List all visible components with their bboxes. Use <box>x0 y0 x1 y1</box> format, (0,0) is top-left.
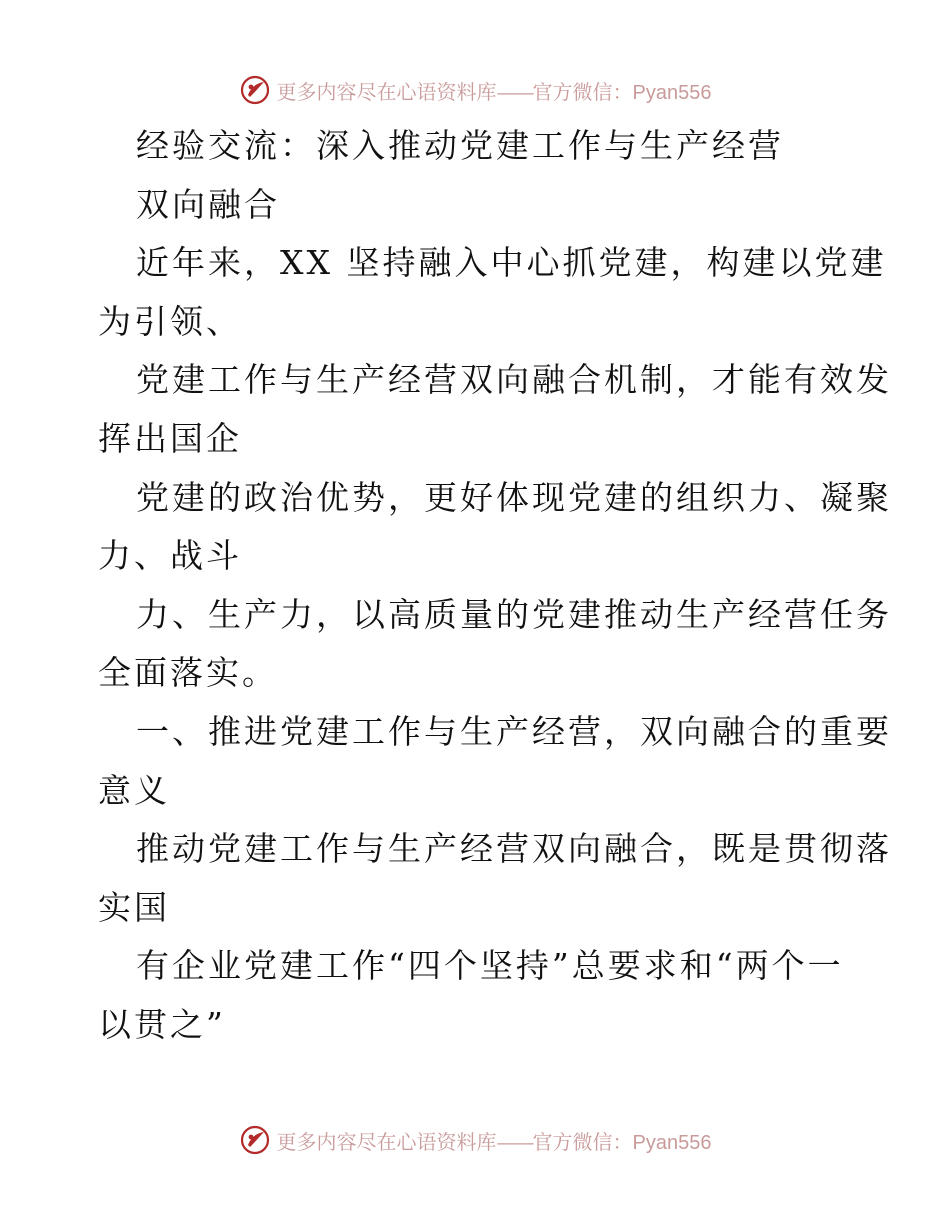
document-body <box>98 117 892 1055</box>
watermark-text <box>277 1126 712 1155</box>
watermark-wechat-label: 官方微信： <box>532 1129 633 1154</box>
header-watermark-banner <box>0 70 950 110</box>
section-heading-continued: 意义 <box>98 770 170 810</box>
watermark-text <box>277 76 712 105</box>
watermark-brand: 更多内容尽在心语资料库 <box>276 79 497 104</box>
document-title-continued: 双向融合 <box>136 184 280 224</box>
footer-watermark-banner <box>0 1120 950 1160</box>
section-heading: 一、推进党建工作与生产经营，双向融合的重要 <box>136 711 892 751</box>
paragraph-line: 有企业党建工作“四个坚持”总要求和“两个一 <box>136 946 844 986</box>
paragraph-line: 力、战斗 <box>98 536 242 576</box>
watermark-wechat-id: Pyan556 <box>632 81 712 104</box>
paragraph-line: 力、生产力，以高质量的党建推动生产经营任务 <box>136 594 892 634</box>
paragraph-line: 为引领、 <box>98 301 242 341</box>
paragraph-line: 以贯之” <box>98 1004 226 1044</box>
watermark-separator: —— <box>496 79 533 104</box>
watermark-wechat-label: 官方微信： <box>532 79 633 104</box>
paragraph-line: 实国 <box>98 887 170 927</box>
watermark-brand: 更多内容尽在心语资料库 <box>276 1129 497 1154</box>
document-title: 经验交流：深入推动党建工作与生产经营 <box>136 126 784 165</box>
paragraph-line: 党建工作与生产经营双向融合机制，才能有效发 <box>136 360 892 400</box>
paragraph-line: 推动党建工作与生产经营双向融合，既是贯彻落 <box>136 829 892 869</box>
paragraph-line: 全面落实。 <box>98 653 278 693</box>
paragraph-line: 挥出国企 <box>98 418 242 458</box>
paragraph-line: 党建的政治优势，更好体现党建的组织力、凝聚 <box>136 477 892 517</box>
watermark-wechat-id: Pyan556 <box>632 1131 712 1154</box>
brand-logo-icon <box>239 74 271 106</box>
paragraph-line: 近年来，XX 坚持融入中心抓党建，构建以党建 <box>136 243 887 283</box>
watermark-separator: —— <box>496 1129 533 1154</box>
brand-logo-icon <box>239 1124 271 1156</box>
